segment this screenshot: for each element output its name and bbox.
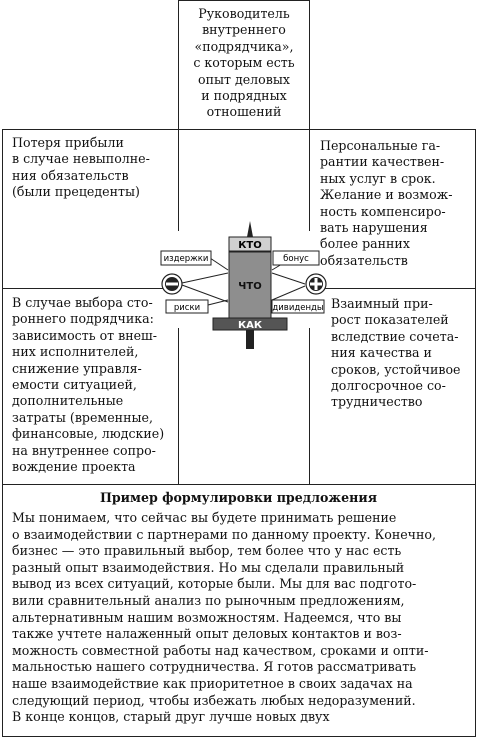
minus-circle-icon (162, 274, 182, 294)
bottom-left-text: В случае выбора сто- роннего подрядчика: зависимость от внеш- них исполнителей, снижение управля- емости ситуацией, дополнительные затраты (временные, финансовые, людские) на внутреннее сопро- вождение проекта (12, 295, 165, 475)
middle-left-text: Потеря прибыли в случае невыполне- ния обязательств (были прецеденты) (12, 135, 150, 200)
top-center-text: Руководитель внутреннего «подрядчика», с которым есть опыт деловых и подрядных отношений (193, 6, 295, 120)
who-label: КТО (238, 240, 262, 251)
bottom-right-text: Взаимный при- рост показателей вследствие сочета- ния качества и сроков, устойчивое долгосрочное со- трудничество (331, 296, 461, 410)
example-text: Мы понимаем, что сейчас вы будете принимать решение о взаимодействии с партнерами по данному проекту. Конечно, бизнес — это правильный выбор, тем более что у нас есть разный опыт взаимодействия. Но мы сделали правильный вывод из всех ситуаций, которые были. Мы для вас подгото- вили сравнительный анализ по рыночным предложениям, альтернативным нашим возможностям. Надеемся, что вы также учтете налаженный опыт деловых контактов и воз- можность совместной работы над качеством, сроками и опти- мальностью нашего сотрудничества. Я готов рассматривать наше взаимодействие как приоритетное в своих задачах на следующий период, чтобы избежать любых недоразумений. В конце концов, старый друг лучше новых двух (12, 510, 436, 725)
middle-right-text: Персональные га- рантии качествен- ных услуг в срок. Желание и возмож- ность компенсиро- вать нарушения более ранних обязательств (320, 138, 453, 268)
plus-circle-icon (306, 274, 326, 294)
risks-label: риски (173, 303, 201, 313)
example-title: Пример формулировки предложения (99, 490, 378, 505)
dividends-label: дивиденды (272, 303, 324, 313)
what-label: ЧТО (238, 281, 262, 292)
how-label: КАК (237, 320, 263, 331)
costs-label: издержки (163, 254, 209, 264)
bonus-label: бонус (283, 254, 309, 264)
